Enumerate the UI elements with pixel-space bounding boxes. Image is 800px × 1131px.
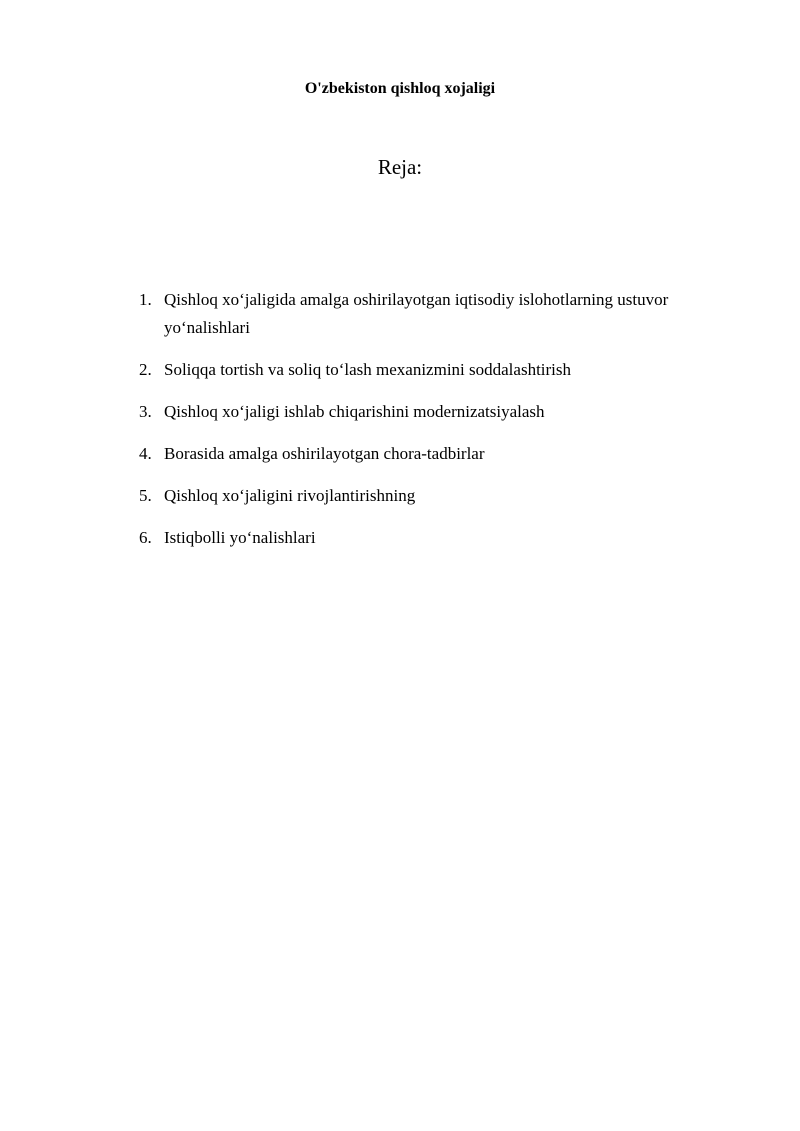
list-item-text: Qishloq xoʻjaligi ishlab chiqarishini modernizatsiyalash [164, 402, 545, 421]
list-item-number: 5. [139, 486, 152, 505]
list-item [139, 482, 734, 510]
list-item [139, 440, 734, 468]
plan-list [0, 286, 800, 552]
list-item-number: 6. [139, 528, 152, 547]
list-item [139, 398, 734, 426]
list-item [139, 286, 734, 342]
list-item-text: Qishloq xoʻjaligida amalga oshirilayotgan iqtisodiy islohotlarning ustuvor yoʻnalishlari [164, 290, 669, 337]
list-item-text: Borasida amalga oshirilayotgan chora-tadbirlar [164, 444, 485, 463]
list-item [139, 524, 734, 552]
list-item-text: Soliqqa tortish va soliq toʻlash mexanizmini soddalashtirish [164, 360, 572, 379]
list-item-text: Istiqbolli yoʻnalishlari [164, 528, 316, 547]
list-item-number: 2. [139, 360, 152, 379]
list-item [139, 356, 734, 384]
list-item-number: 4. [139, 444, 152, 463]
list-item-number: 1. [139, 290, 152, 309]
document-title: O'zbekiston qishloq xojaligi [304, 80, 496, 97]
plan-heading: Reja: [377, 155, 423, 179]
list-item-text: Qishloq xoʻjaligini rivojlantirishning [164, 486, 416, 505]
list-item-number: 3. [139, 402, 152, 421]
